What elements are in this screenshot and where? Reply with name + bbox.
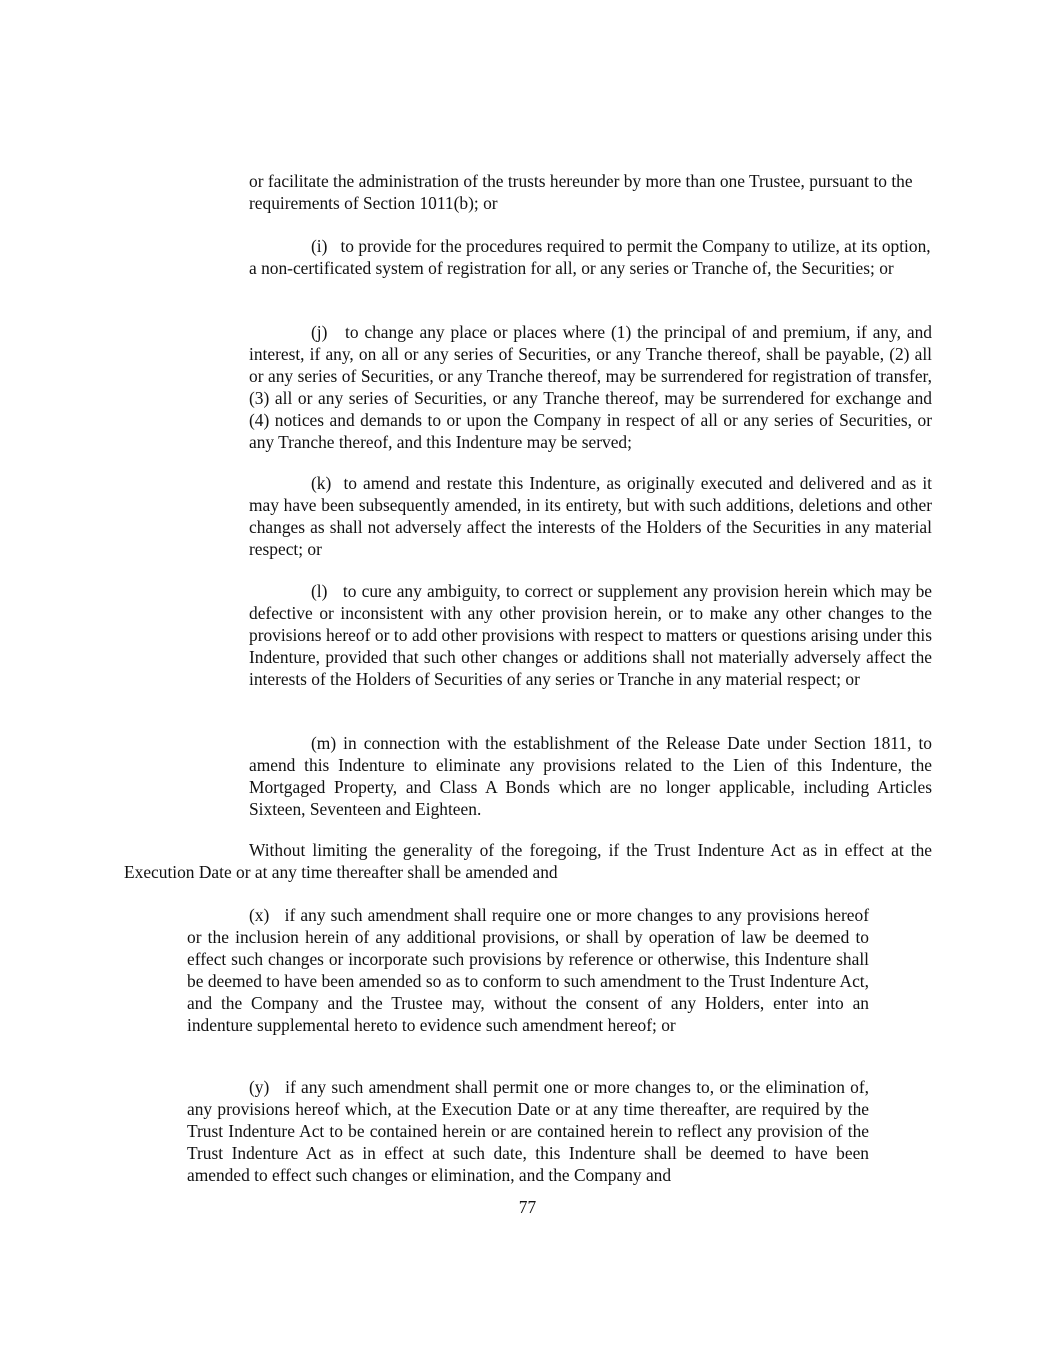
paragraph-clause-l: (l) to cure any ambiguity, to correct or supplement any provision herein which may be defective or inconsistent with any other provision herein, or to make any other changes to the provisions hereof or to add other provisions with respect to matters or questions arising under this Indenture, provided that such other changes or additions shall not materially adversely affect the interests of the Holders of Securities of any series or Tranche in any material respect; or — [249, 581, 932, 689]
page-number: 77 — [518, 1197, 537, 1217]
paragraph-clause-j: (j) to change any place or places where (1) the principal of and premium, if any, and interest, if any, on all or any series of Securities, or any Tranche thereof, shall be payable, (2) all or any series of Securities, or any Tranche thereof, may be surrendered for registration of transfer, (3) all or any series of Securities, or any Tranche thereof, may be surrendered for exchange and (4) notices and demands to or upon the Company in respect of all or any series of Securities, or any Tranche thereof, and this Indenture may be served; — [249, 322, 932, 452]
paragraph-clause-y: (y) if any such amendment shall permit one or more changes to, or the elimination of, any provisions hereof which, at the Execution Date or at any time thereafter, are required by the Trust Indenture Act to be contained herein or are contained herein to reflect any provision of the Trust Indenture Act as in effect at such date, this Indenture shall be deemed to have been amended to effect such changes or elimination, and the Company and — [187, 1077, 869, 1185]
paragraph-without-limiting: Without limiting the generality of the foregoing, if the Trust Indenture Act as in effect at the Execution Date or at any time thereafter shall be amended and — [124, 840, 932, 882]
paragraph-clause-x: (x) if any such amendment shall require one or more changes to any provisions hereof or the inclusion herein of any additional provisions, or shall by operation of law be deemed to effect such changes or incorporate such provisions by reference or otherwise, this Indenture shall be deemed to have been amended so as to conform to such amendment to the Trust Indenture Act, and the Company and the Trustee may, without the consent of any Holders, enter into an indenture supplemental hereto to evidence such amendment hereof; or — [187, 905, 869, 1035]
paragraph-clause-i: (i) to provide for the procedures required to permit the Company to utilize, at its option, a non-certificated system of registration for all, or any series or Tranche of, the Securities; or — [249, 236, 931, 278]
paragraph-clause-m: (m) in connection with the establishment of the Release Date under Section 1811, to amend this Indenture to eliminate any provisions related to the Lien of this Indenture, the Mortgaged Property, and Class A Bonds which are no longer applicable, including Articles Sixteen, Seventeen and Eighteen. — [249, 733, 932, 819]
paragraph-continuation: or facilitate the administration of the trusts hereunder by more than one Trustee, pursuant to the requirements of Section 1011(b); or — [249, 171, 913, 213]
paragraph-clause-k: (k) to amend and restate this Indenture, as originally executed and delivered and as it may have been subsequently amended, in its entirety, but with such additions, deletions and other changes as shall not adversely affect the interests of the Holders of the Securities in any material respect; or — [249, 473, 932, 559]
